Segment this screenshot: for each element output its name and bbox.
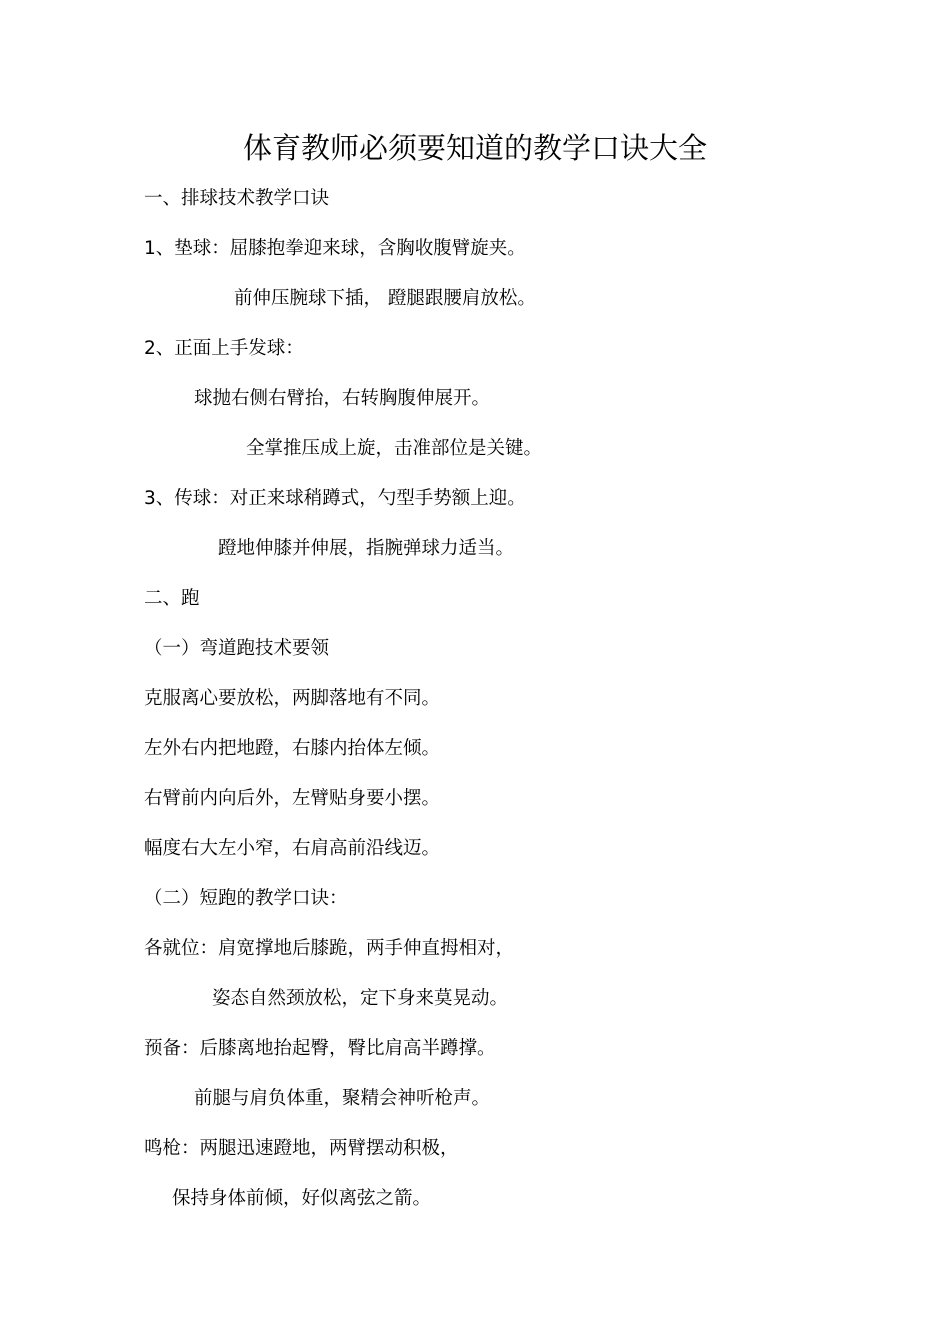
text-line: 右臂前内向后外，左臂贴身要小摆。 bbox=[144, 788, 441, 809]
text-line: 前伸压腕球下插， 蹬腿跟腰肩放松。 bbox=[234, 288, 536, 309]
subsection-heading: （二）短跑的教学口诀： bbox=[144, 888, 348, 909]
text-line: 1、垫球：屈膝抱拳迎来球，含胸收腹臂旋夹。 bbox=[144, 238, 526, 259]
text-line: 克服离心要放松，两脚落地有不同。 bbox=[144, 688, 441, 709]
text-line: 2、正面上手发球： bbox=[144, 338, 304, 359]
section-heading-running: 二、跑 bbox=[144, 588, 200, 609]
section-heading-volleyball: 一、排球技术教学口诀 bbox=[144, 188, 330, 209]
text-line: 3、传球：对正来球稍蹲式，勺型手势额上迎。 bbox=[144, 488, 526, 509]
text-line: 球抛右侧右臂抬，右转胸腹伸展开。 bbox=[194, 388, 491, 409]
text-line: 各就位：肩宽撑地后膝跪，两手伸直拇相对， bbox=[144, 938, 515, 959]
text-line: 幅度右大左小窄，右肩高前沿线迈。 bbox=[144, 838, 441, 859]
text-line: 前腿与肩负体重，聚精会神听枪声。 bbox=[194, 1088, 491, 1109]
document-title: 体育教师必须要知道的教学口诀大全 bbox=[242, 131, 707, 165]
text-line: 预备：后膝离地抬起臀，臀比肩高半蹲撑。 bbox=[144, 1038, 496, 1059]
text-line: 全掌推压成上旋，击准部位是关键。 bbox=[246, 438, 543, 459]
text-line: 左外右内把地蹬，右膝内抬体左倾。 bbox=[144, 738, 441, 759]
text-line: 鸣枪：两腿迅速蹬地，两臂摆动积极， bbox=[144, 1138, 459, 1159]
subsection-heading: （一）弯道跑技术要领 bbox=[144, 638, 330, 659]
text-line: 姿态自然颈放松，定下身来莫晃动。 bbox=[212, 988, 509, 1009]
text-line: 蹬地伸膝并伸展，指腕弹球力适当。 bbox=[218, 538, 515, 559]
text-line: 保持身体前倾，好似离弦之箭。 bbox=[172, 1188, 432, 1209]
